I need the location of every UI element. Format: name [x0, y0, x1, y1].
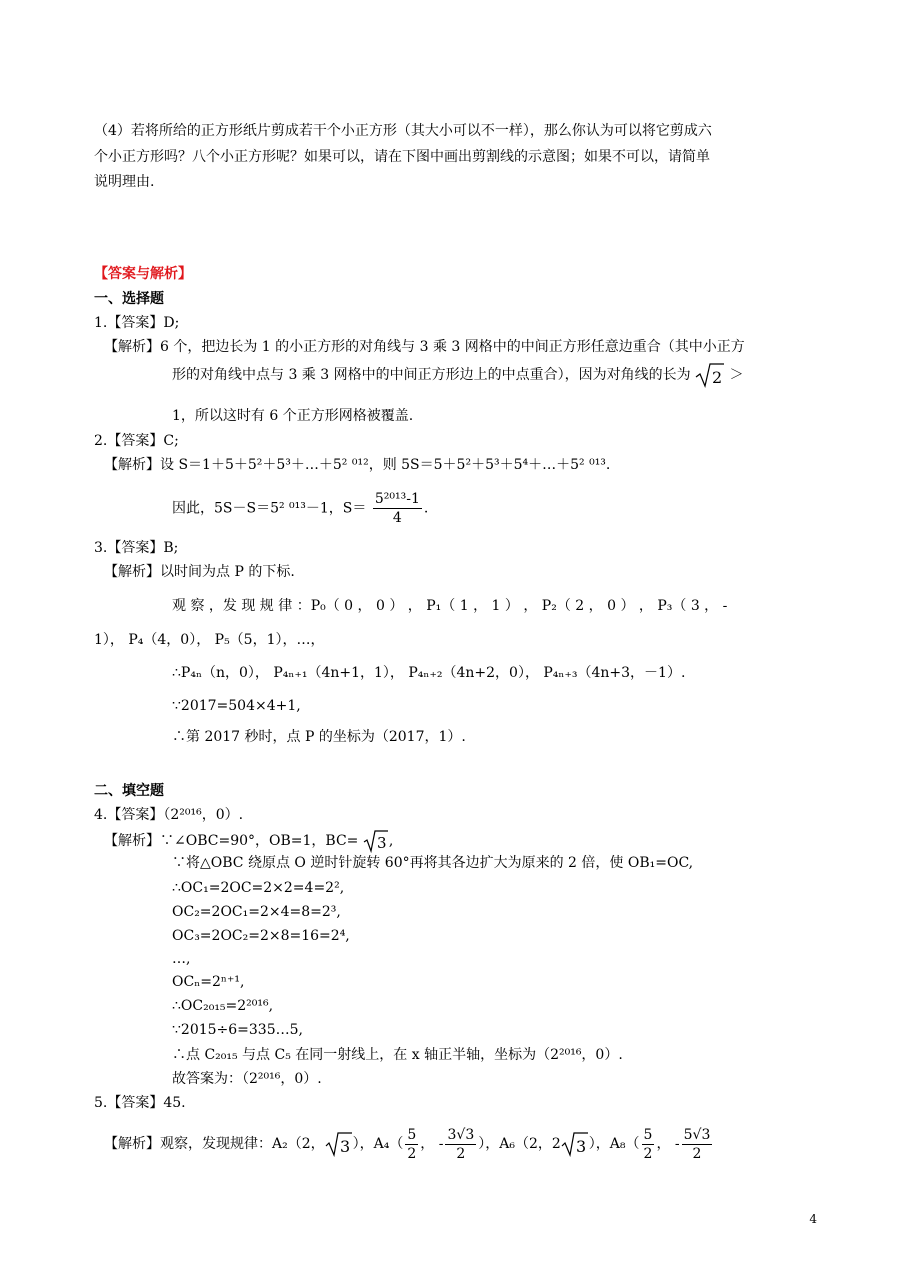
- fraction-denominator: 2: [456, 1145, 466, 1162]
- answer-1: [94, 313, 179, 333]
- explanation-label: 【解析】: [104, 457, 160, 473]
- comma: ,: [388, 833, 394, 849]
- fraction: [682, 1126, 713, 1163]
- answer-5: [94, 1093, 186, 1113]
- fraction-numerator: 3√3: [447, 1126, 475, 1143]
- section-title-choice: 一、选择题: [94, 291, 164, 307]
- explanation-4-line-7: OCₙ=2ⁿ⁺¹,: [172, 974, 245, 990]
- fraction-denominator: 2: [692, 1145, 702, 1162]
- fraction-numerator: 5: [407, 1126, 417, 1143]
- answer-value: 45.: [163, 1095, 186, 1111]
- greater-than: ＞: [729, 367, 744, 383]
- explanation-4-line-6: …,: [172, 951, 191, 967]
- explanation-1-line-1: [104, 337, 745, 357]
- explanation-text: ），A₈（: [588, 1136, 640, 1152]
- answer-label: 4.【答案】: [94, 807, 164, 823]
- explanation-4-line-3: ∴OC₁=2OC=2×2=4=2²,: [172, 880, 345, 896]
- explanation-4-line-11: 故答案为：（2²⁰¹⁶，0）.: [172, 1071, 322, 1087]
- answer-4: [94, 805, 243, 825]
- svg-text:3: 3: [376, 834, 387, 852]
- explanation-label: 【解析】: [104, 339, 160, 355]
- explanation-text: ），A₆（2，2: [478, 1136, 561, 1152]
- explanation-text: ），A₄（: [352, 1136, 404, 1152]
- svg-text:3: 3: [339, 1137, 350, 1156]
- fraction: [405, 1126, 418, 1163]
- svg-text:2: 2: [712, 368, 723, 387]
- answer-2: [94, 431, 179, 451]
- fraction-denominator: 4: [392, 510, 402, 526]
- answer-value: B;: [163, 540, 179, 556]
- explanation-3-line-1: [104, 562, 295, 582]
- answer-label: 1.【答案】: [94, 315, 164, 331]
- fraction: [373, 490, 422, 527]
- explanation-text: 形的对角线中点与 3 乘 3 网格中的中间正方形边上的中点重合），因为对角线的长为: [172, 367, 691, 383]
- q4-line-3: 说明理由.: [94, 174, 155, 190]
- explanation-4-line-2: ∵将△OBC 绕原点 O 逆时针旋转 60°再将其各边扩大为原来的 2 倍，使 OB₁=OC,: [172, 855, 694, 871]
- explanation-1-line-2: [172, 362, 744, 388]
- answer-label: 3.【答案】: [94, 540, 164, 556]
- explanation-text: 6 个，把边长为 1 的小正方形的对角线与 3 乘 3 网格中的中间正方形任意边重合（其中小正方: [160, 339, 745, 355]
- fraction-numerator: 5: [643, 1126, 653, 1143]
- explanation-4-line-5: OC₃=2OC₂=2×8=16=2⁴,: [172, 928, 350, 944]
- page-number: 4: [809, 1212, 817, 1226]
- sqrt-expression: [695, 362, 725, 388]
- explanation-text: 设 S＝1＋5＋5²＋5³＋…＋5² ⁰¹²，则 5S＝5＋5²＋5³＋5⁴＋…＋5² ⁰¹³.: [160, 457, 611, 473]
- fraction: [642, 1126, 655, 1163]
- explanation-text: ， -: [420, 1136, 444, 1152]
- fraction-denominator: 2: [407, 1145, 417, 1162]
- fraction: [445, 1126, 476, 1163]
- explanation-text: ， -: [656, 1136, 680, 1152]
- explanation-label: 【解析】: [104, 1136, 160, 1152]
- explanation-label: 【解析】: [104, 564, 160, 580]
- explanation-text: 观察，发现规律：A₂（2，: [160, 1136, 325, 1152]
- explanation-text: 因此，5S－S＝5² ⁰¹³－1，S＝: [172, 500, 367, 517]
- explanation-3-line-3: 1）， P₄（4，0）， P₅（5，1），…，: [94, 632, 325, 648]
- answer-value: D;: [163, 315, 180, 331]
- explanation-text: ∵∠OBC=90°，OB=1，BC=: [160, 833, 359, 849]
- fraction-numerator: 5²⁰¹³-1: [374, 491, 420, 507]
- explanation-2-line-2: [172, 490, 428, 527]
- sqrt-expression: [363, 829, 389, 853]
- sqrt-expression: [325, 1124, 353, 1164]
- explanation-3-line-4: ∴P₄ₙ（n，0）， P₄ₙ₊₁（4n+1，1）， P₄ₙ₊₂（4n+2，0）， P₄ₙ₊₃（4n+3，－1）.: [172, 665, 686, 681]
- explanation-3-line-6: ∴第 2017 秒时，点 P 的坐标为（2017，1）.: [172, 729, 466, 745]
- explanation-3-line-2: 观 察 ，发 现 规 律 ：P₀（ 0 ， 0 ） ， P₁（ 1 ， 1 ） ， P₂（ 2 ， 0 ） ， P₃（ 3 ， -: [172, 598, 728, 614]
- explanation-4-line-1: [104, 829, 393, 853]
- explanation-4-line-10: ∴点 C₂₀₁₅ 与点 C₅ 在同一射线上，在 x 轴正半轴，坐标为（2²⁰¹⁶，0）.: [172, 1047, 623, 1063]
- explanation-1-line-3: 1，所以这时有 6 个正方形网格被覆盖.: [172, 408, 414, 424]
- explanation-4-line-9: ∵2015÷6=335…5,: [172, 1022, 303, 1038]
- answer-label: 5.【答案】: [94, 1095, 164, 1111]
- svg-text:3: 3: [575, 1137, 586, 1156]
- answer-3: [94, 538, 178, 558]
- sqrt-expression: [561, 1124, 589, 1164]
- q4-line-1: （4）若将所给的正方形纸片剪成若干个小正方形（其大小可以不一样），那么你认为可以将它剪成六: [94, 123, 712, 139]
- explanation-2-line-1: [104, 455, 610, 475]
- answer-label: 2.【答案】: [94, 433, 164, 449]
- fraction-denominator: 2: [643, 1145, 653, 1162]
- explanation-3-line-5: ∵2017=504×4+1,: [172, 698, 301, 714]
- explanation-label: 【解析】: [104, 833, 160, 849]
- explanation-5-line-1: [104, 1124, 714, 1164]
- fraction-numerator: 5√3: [683, 1126, 711, 1143]
- period: .: [423, 500, 429, 517]
- explanation-4-line-4: OC₂=2OC₁=2×4=8=2³,: [172, 904, 341, 920]
- answer-value: C;: [163, 433, 179, 449]
- explanation-4-line-8: ∴OC₂₀₁₅=2²⁰¹⁶,: [172, 998, 274, 1014]
- section-title-fill: 二、填空题: [94, 783, 164, 799]
- answer-value: （2²⁰¹⁶，0）.: [163, 807, 244, 823]
- answers-header: 【答案与解析】: [94, 266, 192, 282]
- explanation-text: 以时间为点 P 的下标.: [160, 564, 295, 580]
- q4-line-2: 个小正方形吗？八个小正方形呢？如果可以，请在下图中画出剪割线的示意图；如果不可以，请简单: [94, 149, 710, 165]
